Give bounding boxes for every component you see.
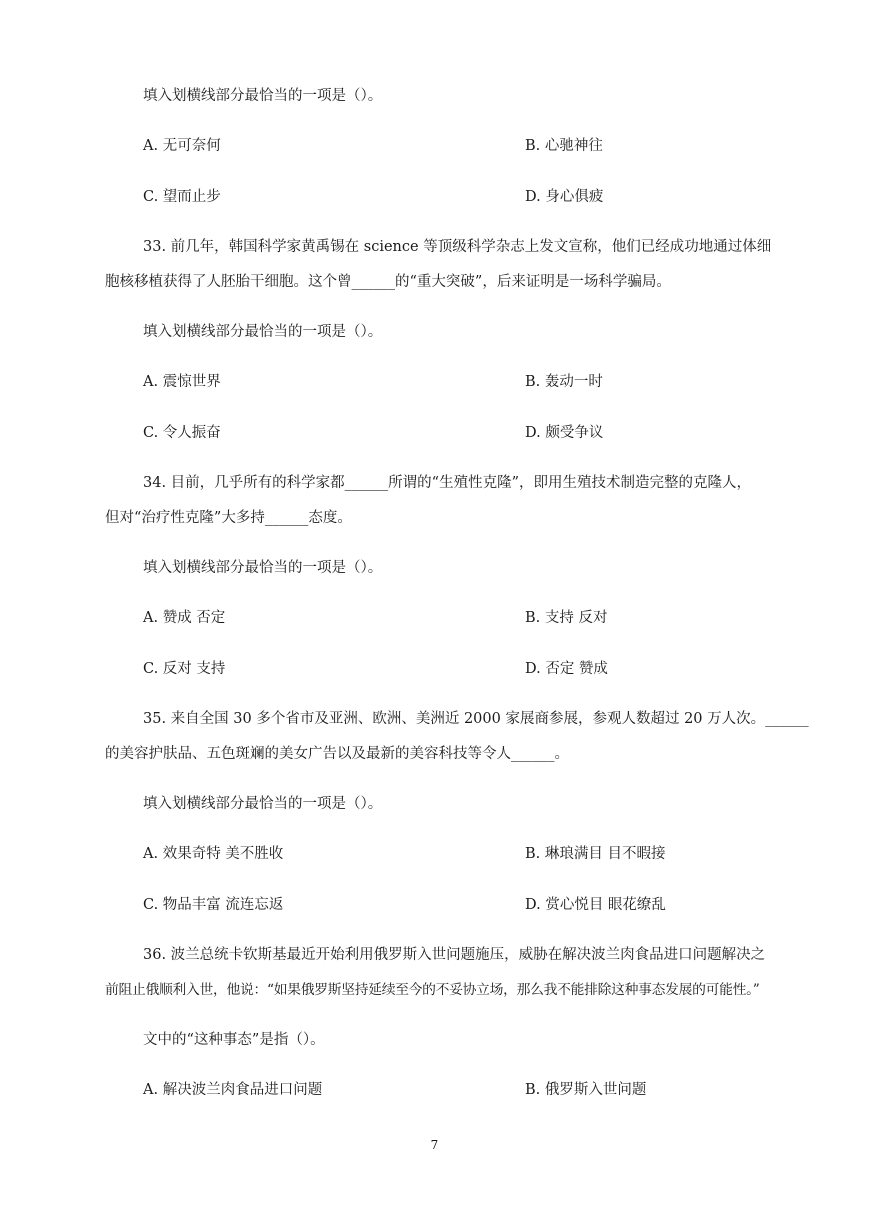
q35-stem-line1: 35. 来自全国 30 多个省市及亚洲、欧洲、美洲近 2000 家展商参展，参观人数超过 20 万人次。______: [143, 711, 809, 727]
q34-option-b: B. 支持 反对: [525, 610, 608, 626]
q33-option-b: B. 轰动一时: [525, 374, 603, 390]
q36-option-b: B. 俄罗斯入世问题: [525, 1082, 647, 1098]
q34-option-d: D. 否定 赞成: [525, 661, 608, 677]
q34-stem-line1: 34. 目前，几乎所有的科学家都______所谓的“生殖性克隆”，即用生殖技术制造完整的克隆人，: [143, 475, 751, 491]
q34-prompt: 填入划横线部分最恰当的一项是（）。: [143, 560, 383, 576]
q36-stem-line1: 36. 波兰总统卡钦斯基最近开始利用俄罗斯入世问题施压，威胁在解决波兰肉食品进口问题解决之: [143, 947, 766, 963]
q35-option-d: D. 赏心悦目 眼花缭乱: [525, 897, 666, 913]
q33-option-a: A. 震惊世界: [143, 374, 221, 390]
prev-option-d: D. 身心俱疲: [525, 189, 604, 205]
prev-option-c: C. 望而止步: [143, 189, 221, 205]
q33-stem-line2: 胞核移植获得了人胚胎干细胞。这个曾______的“重大突破”，后来证明是一场科学骗局。: [105, 274, 671, 290]
q33-stem-line1: 33. 前几年，韩国科学家黄禹锡在 science 等顶级科学杂志上发文宣称，他们已经成功地通过体细: [143, 239, 772, 255]
page-number: 7: [430, 1138, 439, 1152]
q34-option-a: A. 赞成 否定: [143, 610, 226, 626]
q35-prompt: 填入划横线部分最恰当的一项是（）。: [143, 796, 383, 812]
q33-option-c: C. 令人振奋: [143, 425, 221, 441]
prev-option-b: B. 心驰神往: [525, 138, 603, 154]
q34-option-c: C. 反对 支持: [143, 661, 226, 677]
prev-question-prompt: 填入划横线部分最恰当的一项是（）。: [143, 88, 383, 104]
q36-stem-line2: 前阻止俄顺利入世，他说：“如果俄罗斯坚持延续至今的不妥协立场，那么我不能排除这种事态发展的可能性。”: [105, 982, 760, 998]
q35-option-b: B. 琳琅满目 目不暇接: [525, 846, 666, 862]
q35-stem-line2: 的美容护肤品、五色斑斓的美女广告以及最新的美容科技等令人______。: [105, 746, 569, 762]
q35-option-c: C. 物品丰富 流连忘返: [143, 897, 284, 913]
q33-prompt: 填入划横线部分最恰当的一项是（）。: [143, 324, 383, 340]
q33-option-d: D. 颇受争议: [525, 425, 604, 441]
q36-option-a: A. 解决波兰肉食品进口问题: [143, 1082, 323, 1098]
prev-option-a: A. 无可奈何: [143, 138, 221, 154]
q35-option-a: A. 效果奇特 美不胜收: [143, 846, 284, 862]
q36-prompt: 文中的“这种事态”是指（）。: [143, 1032, 325, 1048]
q34-stem-line2: 但对“治疗性克隆”大多持______态度。: [105, 510, 352, 526]
